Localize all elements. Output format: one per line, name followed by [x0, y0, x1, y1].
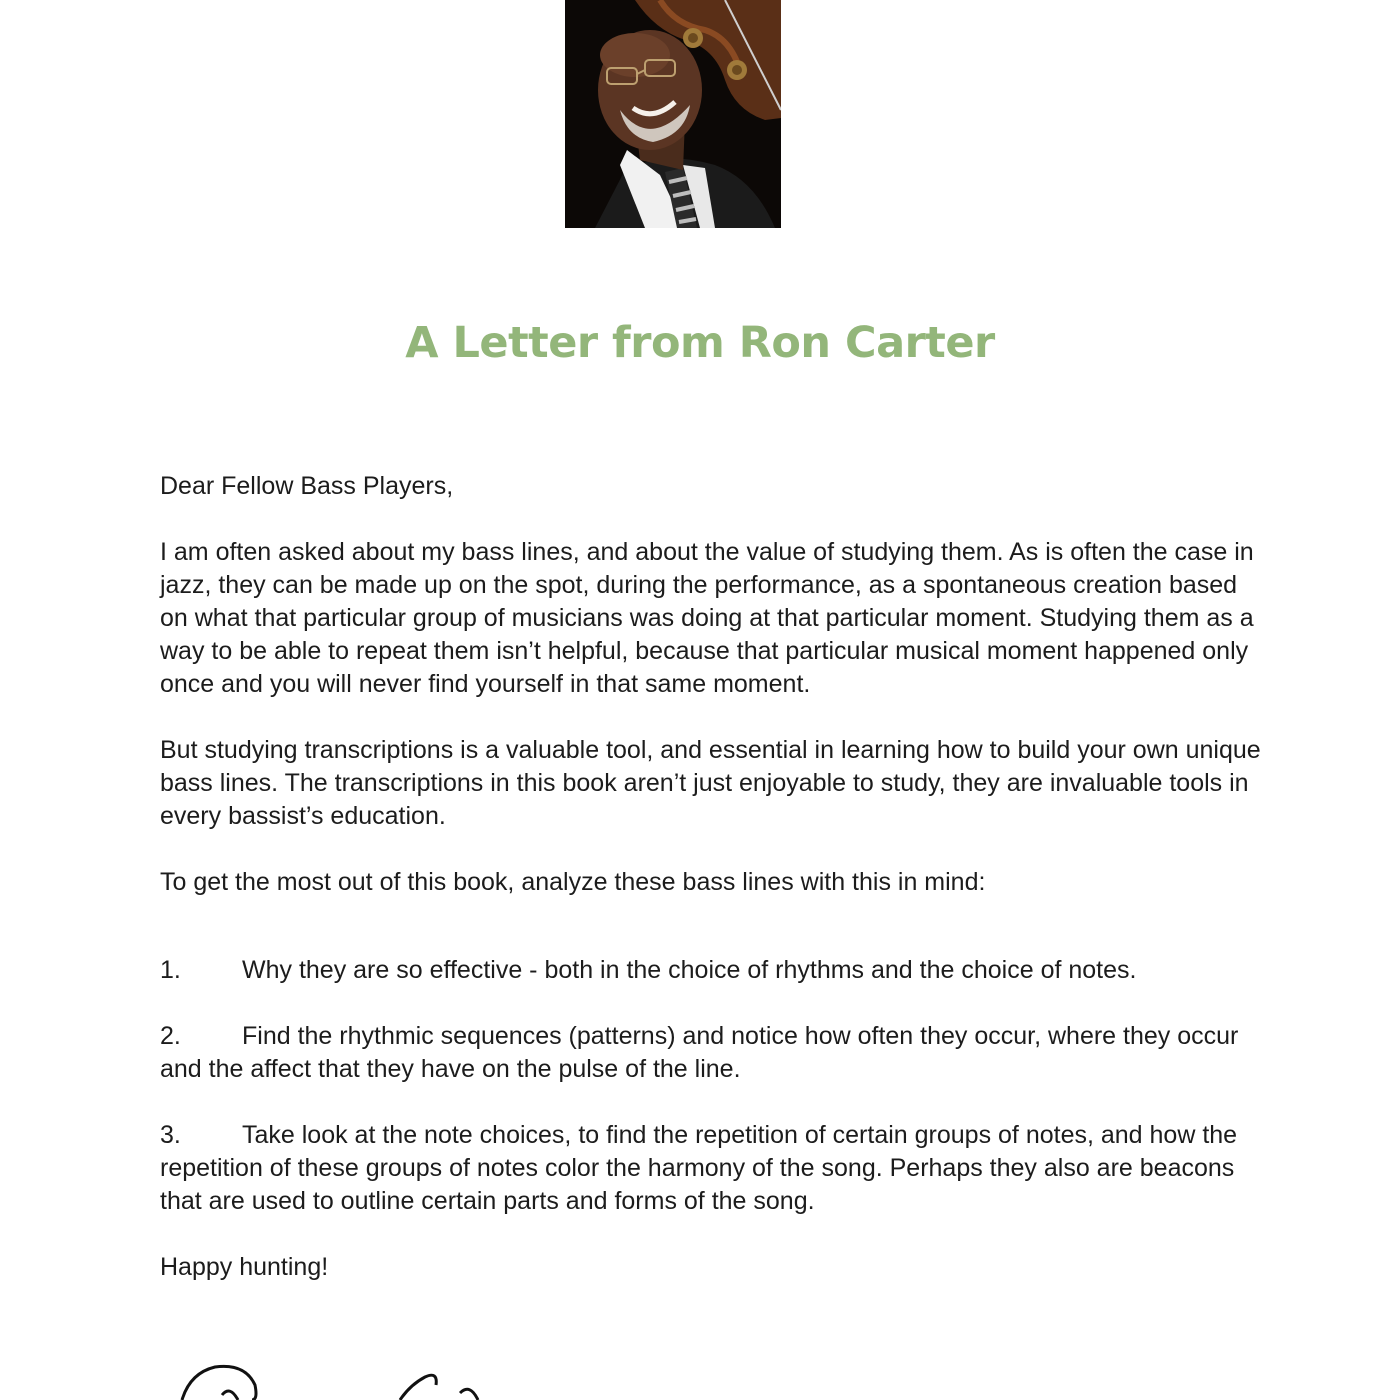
list-text: Take look at the note choices, to find the repetition of certain groups of notes, and how the repetition of these groups of notes color the harmony of the song. Perhaps they also are beacons that are used to outline certain parts and forms of the song.: [160, 1121, 1238, 1215]
paragraph: I am often asked about my bass lines, and about the value of studying them. As is often the case in jazz, they can be made up on the spot, during the performance, as a spontaneous creation based on what that particular group of musicians was doing at that particular moment. Studying them as a way to be able to repeat them isn’t helpful, because that particular musical moment happened only once and you will never find yourself in that same moment.: [160, 538, 1254, 698]
salutation: Dear Fellow Bass Players,: [160, 472, 454, 500]
list-number: 3.: [160, 1121, 181, 1149]
list-text: Why they are so effective - both in the choice of rhythms and the choice of notes.: [242, 956, 1137, 984]
letter-title: A Letter from Ron Carter: [405, 318, 995, 368]
closing: Happy hunting!: [160, 1253, 329, 1281]
list-number: 2.: [160, 1022, 181, 1050]
paragraph: To get the most out of this book, analyze these bass lines with this in mind:: [160, 868, 986, 896]
letter-body: [160, 470, 1270, 1317]
signature: [160, 1355, 520, 1400]
portrait-photo: [565, 0, 781, 228]
list-text: Find the rhythmic sequences (patterns) and notice how often they occur, where they occur and the affect that they have on the pulse of the line.: [160, 1022, 1239, 1083]
list-item: [160, 1020, 1270, 1086]
list-item: [160, 1119, 1270, 1218]
paragraph: But studying transcriptions is a valuable tool, and essential in learning how to build your own unique bass lines. The transcriptions in this book aren’t just enjoyable to study, they are invaluable tools in every bassist’s education.: [160, 736, 1261, 830]
list-number: 1.: [160, 956, 181, 984]
list-item: [160, 954, 1270, 987]
